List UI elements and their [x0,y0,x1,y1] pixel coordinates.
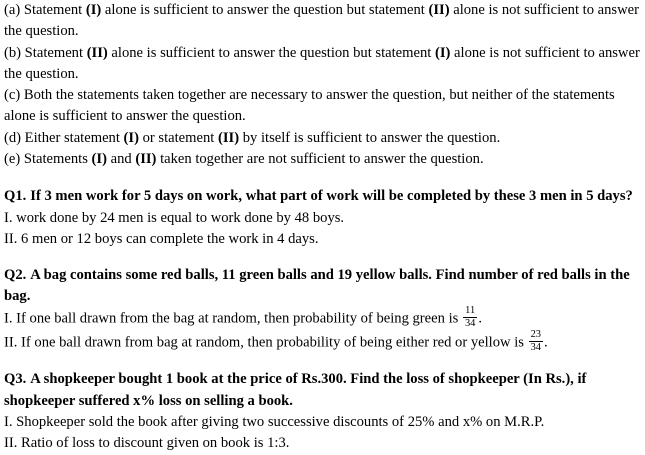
option-d-roman-1: (I) [123,129,139,146]
spacer-before-q2 [0,251,645,265]
fraction-11-34-numerator: 11 [465,304,476,316]
spacer-before-q3 [0,355,645,369]
question-3-statement-1-text: Shopkeeper sold the book after giving two successive discounts of 25% and x% on M.R.P. [16,413,545,430]
option-d-prefix: (d) Either statement [4,129,124,146]
option-b [4,43,643,86]
question-1-statement-2-text: 6 men or 12 boys can complete the work in 4 days. [21,231,319,248]
question-2-statement-1-text: If one ball drawn from the bag at random, then probability of being green is [12,310,462,327]
question-2-statement-1-tail: . [478,310,482,327]
question-3-statement-1 [4,412,643,433]
fraction-23-34 [529,330,543,354]
option-b-roman-1: (II) [86,44,108,61]
option-e [4,149,643,170]
option-e-roman-2: (II) [135,151,157,168]
option-a-roman-2: (II) [428,2,450,18]
question-3-heading [4,369,643,412]
question-2-statement-2-text: If one ball drawn from bag at random, then probability of being either red or yellow is [21,334,528,351]
question-1-statement-1-label: I. [4,209,13,226]
option-a-roman-1: (I) [85,2,102,18]
option-a-prefix: (a) Statement [4,2,86,18]
question-2 [0,265,645,356]
option-d [4,128,643,149]
fraction-23-34-denominator: 34 [530,341,541,353]
option-e-prefix: (e) Statements [4,151,92,168]
option-e-suffix: taken together are not sufficient to answer the question. [156,151,484,168]
question-2-statement-1 [4,304,643,331]
question-1-statement-2 [4,229,643,250]
question-2-statement-2-tail: . [544,334,548,351]
question-1 [0,186,645,250]
question-3-statement-2-label: II. [4,435,18,452]
question-1-statement-1 [4,208,643,229]
question-3-statement-2-text: Ratio of loss to discount given on book is 1:3. [21,435,290,452]
question-1-heading [4,186,643,207]
question-3 [0,369,645,455]
question-2-statement-2-label: II. [4,334,18,351]
option-c [4,85,643,128]
fraction-11-34 [463,306,477,330]
option-d-roman-2: (II) [217,129,240,146]
option-c-text: (c) Both the statements taken together are necessary to answer the question, but neither of the statements alone is sufficient to answer the question. [4,87,615,125]
option-a [4,0,643,43]
question-1-stem: If 3 men work for 5 days on work, what part of work will be completed by these 3 men in 5 days? [30,188,633,205]
directions-options-list [0,0,645,170]
question-3-statement-1-label: I. [4,413,13,430]
fraction-11-34-denominator: 34 [464,317,476,329]
question-2-stem: A bag contains some red balls, 11 green balls and 19 yellow balls. Find number of red balls in the bag. [4,266,630,304]
option-d-mid: or statement [138,129,218,146]
option-b-prefix: (b) Statement [4,44,87,61]
option-e-roman-1: (I) [91,151,107,168]
question-3-stem: A shopkeeper bought 1 book at the price of Rs.300. Find the loss of shopkeeper (In Rs.), if shopkeeper suffered x% loss on selling a book. [4,371,587,409]
question-1-number: Q1. [4,188,27,205]
question-2-statement-1-label: I. [4,310,13,327]
question-2-statement-2 [4,328,643,355]
option-a-mid: alone is sufficient to answer the question but statement [101,2,429,18]
question-2-heading [4,265,643,308]
fraction-23-34-numerator: 23 [530,328,541,340]
option-b-suffix: alone is not sufficient to answer the question. [4,44,640,82]
option-b-mid: alone is sufficient to answer the question but statement [107,44,435,61]
question-1-statement-2-label: II. [4,231,18,248]
spacer-before-q1 [0,170,645,186]
option-e-mid: and [106,151,136,168]
question-1-statement-1-text: work done by 24 men is equal to work done by 48 boys. [12,209,345,226]
question-3-number: Q3. [4,371,27,388]
option-b-roman-2: (I) [435,44,451,61]
question-2-number: Q2. [4,266,27,283]
option-d-suffix: by itself is sufficient to answer the question. [239,129,501,146]
option-a-suffix: alone is not sufficient to answer the question. [4,2,639,40]
